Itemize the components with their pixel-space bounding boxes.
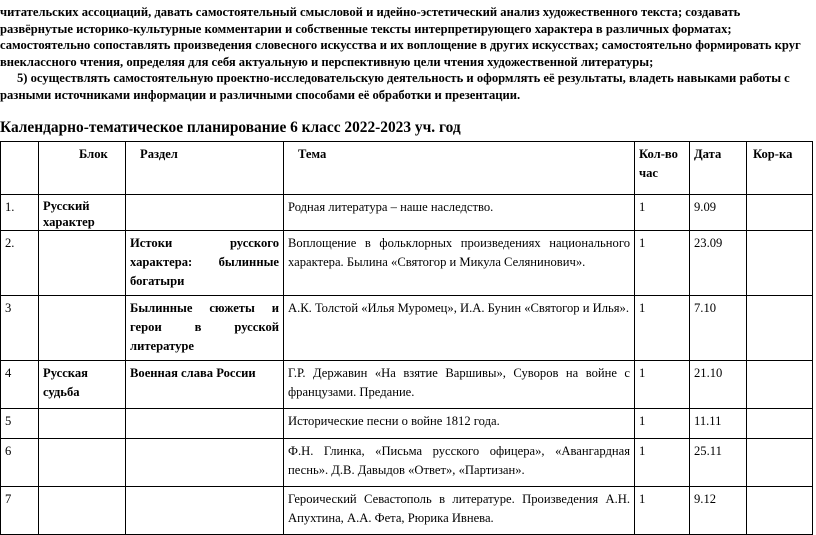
table-row bbox=[1, 409, 813, 439]
cell-num: 5 bbox=[1, 409, 39, 439]
cell-num: 2. bbox=[1, 231, 39, 296]
cell-hours: 1 bbox=[635, 195, 690, 231]
cell-hours: 1 bbox=[635, 439, 690, 487]
cell-date: 11.11 bbox=[690, 409, 747, 439]
table-row bbox=[1, 231, 813, 296]
cell-section: Военная слава России bbox=[126, 361, 284, 409]
header-section: Раздел bbox=[126, 142, 284, 195]
cell-section bbox=[126, 487, 284, 535]
cell-section bbox=[126, 409, 284, 439]
cell-topic: Воплощение в фольклорных произведениях национального характера. Былина «Святогор и Микула Селянинович». bbox=[284, 231, 635, 296]
cell-block bbox=[39, 487, 126, 535]
cell-date: 7.10 bbox=[690, 296, 747, 361]
cell-topic: Ф.Н. Глинка, «Письма русского офицера», «Авангардная песнь». Д.В. Давыдов «Ответ», «Партизан». bbox=[284, 439, 635, 487]
intro-paragraph-2: 5) осуществлять самостоятельную проектно-исследовательскую деятельность и оформлять её результаты, владеть навыками работы с разными источниками информации и различными способами её обработки и презентации. bbox=[0, 71, 790, 102]
cell-num: 1. bbox=[1, 195, 39, 231]
cell-section bbox=[126, 439, 284, 487]
cell-topic: А.К. Толстой «Илья Муромец», И.А. Бунин «Святогор и Илья». bbox=[284, 296, 635, 361]
intro-paragraph-1: читательских ассоциаций, давать самостоятельный смысловой и идейно-эстетический анализ художественного текста; создавать развёрнутые историко-культурные комментарии и собственные тексты интерпретирующего характера в различных форматах; самостоятельно сопоставлять произведения словесного искусства и их воплощение в других искусствах; самостоятельно формировать круг внеклассного чтения, определяя для себя актуальную и перспективную цели чтения художественной литературы; bbox=[0, 5, 801, 69]
table-row bbox=[1, 195, 813, 231]
cell-date: 21.10 bbox=[690, 361, 747, 409]
table-row bbox=[1, 296, 813, 361]
cell-block bbox=[39, 296, 126, 361]
header-date: Дата bbox=[690, 142, 747, 195]
cell-date: 23.09 bbox=[690, 231, 747, 296]
cell-num: 7 bbox=[1, 487, 39, 535]
cell-correction bbox=[747, 361, 813, 409]
cell-correction bbox=[747, 231, 813, 296]
cell-num: 3 bbox=[1, 296, 39, 361]
cell-date: 9.12 bbox=[690, 487, 747, 535]
page-title: Календарно-тематическое планирование 6 класс 2022-2023 уч. год bbox=[0, 119, 461, 136]
cell-correction bbox=[747, 487, 813, 535]
header-block: Блок bbox=[39, 142, 126, 195]
cell-hours: 1 bbox=[635, 296, 690, 361]
cell-hours: 1 bbox=[635, 231, 690, 296]
table-row bbox=[1, 439, 813, 487]
table-header-row bbox=[1, 142, 813, 195]
cell-section: Былинные сюжеты и герои в русской литературе bbox=[126, 296, 284, 361]
cell-correction bbox=[747, 409, 813, 439]
cell-section: Истоки русского характера: былинные богатыри bbox=[126, 231, 284, 296]
cell-block bbox=[39, 231, 126, 296]
cell-correction bbox=[747, 296, 813, 361]
cell-num: 6 bbox=[1, 439, 39, 487]
cell-hours: 1 bbox=[635, 361, 690, 409]
header-topic: Тема bbox=[284, 142, 635, 195]
cell-block bbox=[39, 409, 126, 439]
intro-text bbox=[0, 4, 812, 104]
cell-num: 4 bbox=[1, 361, 39, 409]
cell-topic: Исторические песни о войне 1812 года. bbox=[284, 409, 635, 439]
cell-section bbox=[126, 195, 284, 231]
cell-hours: 1 bbox=[635, 409, 690, 439]
cell-correction bbox=[747, 439, 813, 487]
header-num bbox=[1, 142, 39, 195]
cell-date: 25.11 bbox=[690, 439, 747, 487]
table-row bbox=[1, 487, 813, 535]
cell-topic: Г.Р. Державин «На взятие Варшивы», Суворов на войне с французами. Предание. bbox=[284, 361, 635, 409]
cell-date: 9.09 bbox=[690, 195, 747, 231]
cell-hours: 1 bbox=[635, 487, 690, 535]
cell-block: Русский характер bbox=[39, 195, 126, 231]
cell-block: Русская судьба bbox=[39, 361, 126, 409]
cell-topic: Героический Севастополь в литературе. Произведения А.Н. Апухтина, А.А. Фета, Рюрика Ивнева. bbox=[284, 487, 635, 535]
cell-correction bbox=[747, 195, 813, 231]
cell-topic: Родная литература – наше наследство. bbox=[284, 195, 635, 231]
cell-block bbox=[39, 439, 126, 487]
table-row bbox=[1, 361, 813, 409]
header-hours: Кол-во час bbox=[635, 142, 690, 195]
planning-table bbox=[0, 141, 813, 535]
header-correction: Кор-ка bbox=[747, 142, 813, 195]
